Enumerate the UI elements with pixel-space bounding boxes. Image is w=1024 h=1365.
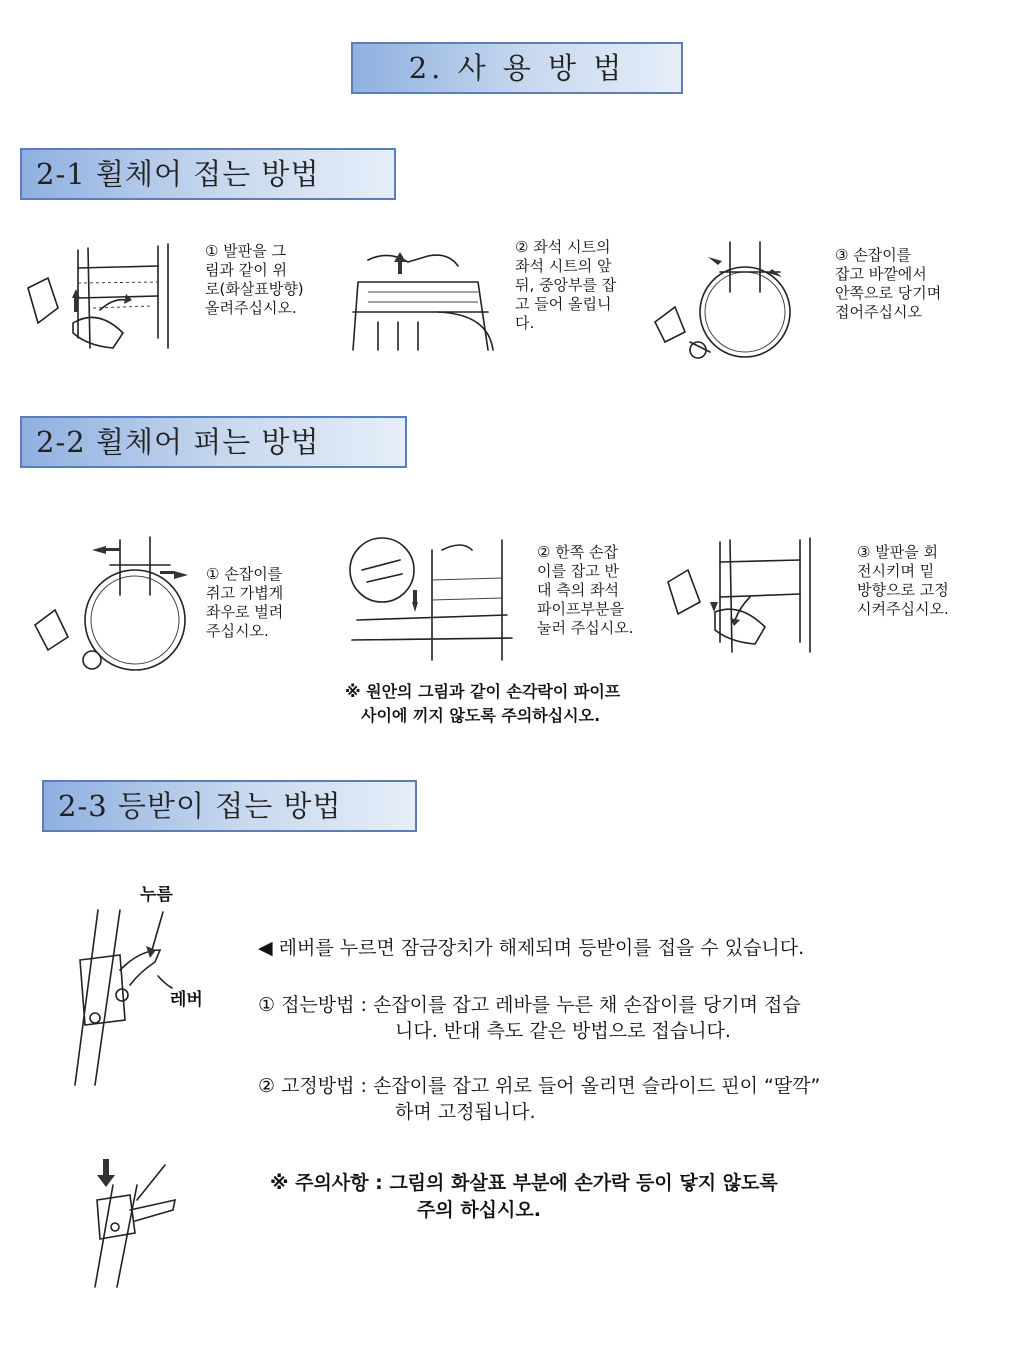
unfold-step-2-text: ② 한쪽 손잡 이를 잡고 반 대 측의 좌석 파이프부분을 눌러 주십시오. xyxy=(537,543,634,637)
fold-step-3-text: ③ 손잡이를 잡고 바깥에서 안쪽으로 당기며 접어주십시오 xyxy=(835,246,942,321)
fold-step-1-text: ① 발판을 그 림과 같이 위 로(화살표방향) 올려주십시오. xyxy=(205,242,304,317)
backrest-lock-illustration xyxy=(75,1155,195,1290)
fix-method-line-2: 하며 고정됩니다. xyxy=(395,1101,536,1123)
fold-step-2-text: ② 좌석 시트의 좌석 시트의 앞 뒤, 중앙부를 잡 고 들어 올립니 다. xyxy=(515,238,617,332)
page-title: 2. 사 용 방 법 xyxy=(351,42,683,94)
fold-method-line-1: ① 접는방법 : 손잡이를 잡고 레바를 누른 채 손잡이를 당기며 접습 xyxy=(258,994,801,1016)
section-heading-backrest: 2-3 등받이 접는 방법 xyxy=(42,780,417,832)
finger-caution-line-1: ※ 원안의 그림과 같이 손각락이 파이프 xyxy=(345,682,621,701)
seat-press-illustration xyxy=(342,530,522,665)
backrest-lever-illustration xyxy=(60,900,180,1090)
section-heading-fold: 2-1 휠체어 접는 방법 xyxy=(20,148,396,200)
fold-method-line-2: 니다. 반대 측도 같은 방법으로 접습니다. xyxy=(395,1020,731,1042)
finger-caution-line-2: 사이에 끼지 않도록 주의하십시오. xyxy=(361,706,601,725)
backrest-intro-text: ◀ 레버를 누르면 잠금장치가 해제되며 등받이를 접을 수 있습니다. xyxy=(258,937,805,959)
press-label: 누름 xyxy=(140,885,173,905)
backrest-caution-line-1: ※ 주의사항 : 그림의 화살표 부분에 손가락 등이 닿지 않도록 xyxy=(270,1172,778,1194)
backrest-caution-line-2: 주의 하십시오. xyxy=(417,1199,541,1221)
handle-spread-illustration xyxy=(30,525,200,675)
unfold-step-3-text: ③ 발판을 회 전시키며 밑 방향으로 고정 시켜주십시오. xyxy=(857,543,949,618)
footrest-lower-illustration xyxy=(660,532,830,662)
handle-fold-illustration xyxy=(650,232,820,367)
section-heading-unfold: 2-2 휠체어 펴는 방법 xyxy=(20,416,407,468)
footrest-raise-illustration xyxy=(18,238,188,360)
unfold-step-1-text: ① 손잡이를 쥐고 가볍게 좌우로 벌려 주십시오. xyxy=(206,565,284,640)
seat-lift-illustration xyxy=(338,232,498,354)
lever-label: 레버 xyxy=(170,990,203,1010)
fix-method-line-1: ② 고정방법 : 손잡이를 잡고 위로 들어 올리면 슬라이드 핀이 “딸깍” xyxy=(258,1075,821,1097)
